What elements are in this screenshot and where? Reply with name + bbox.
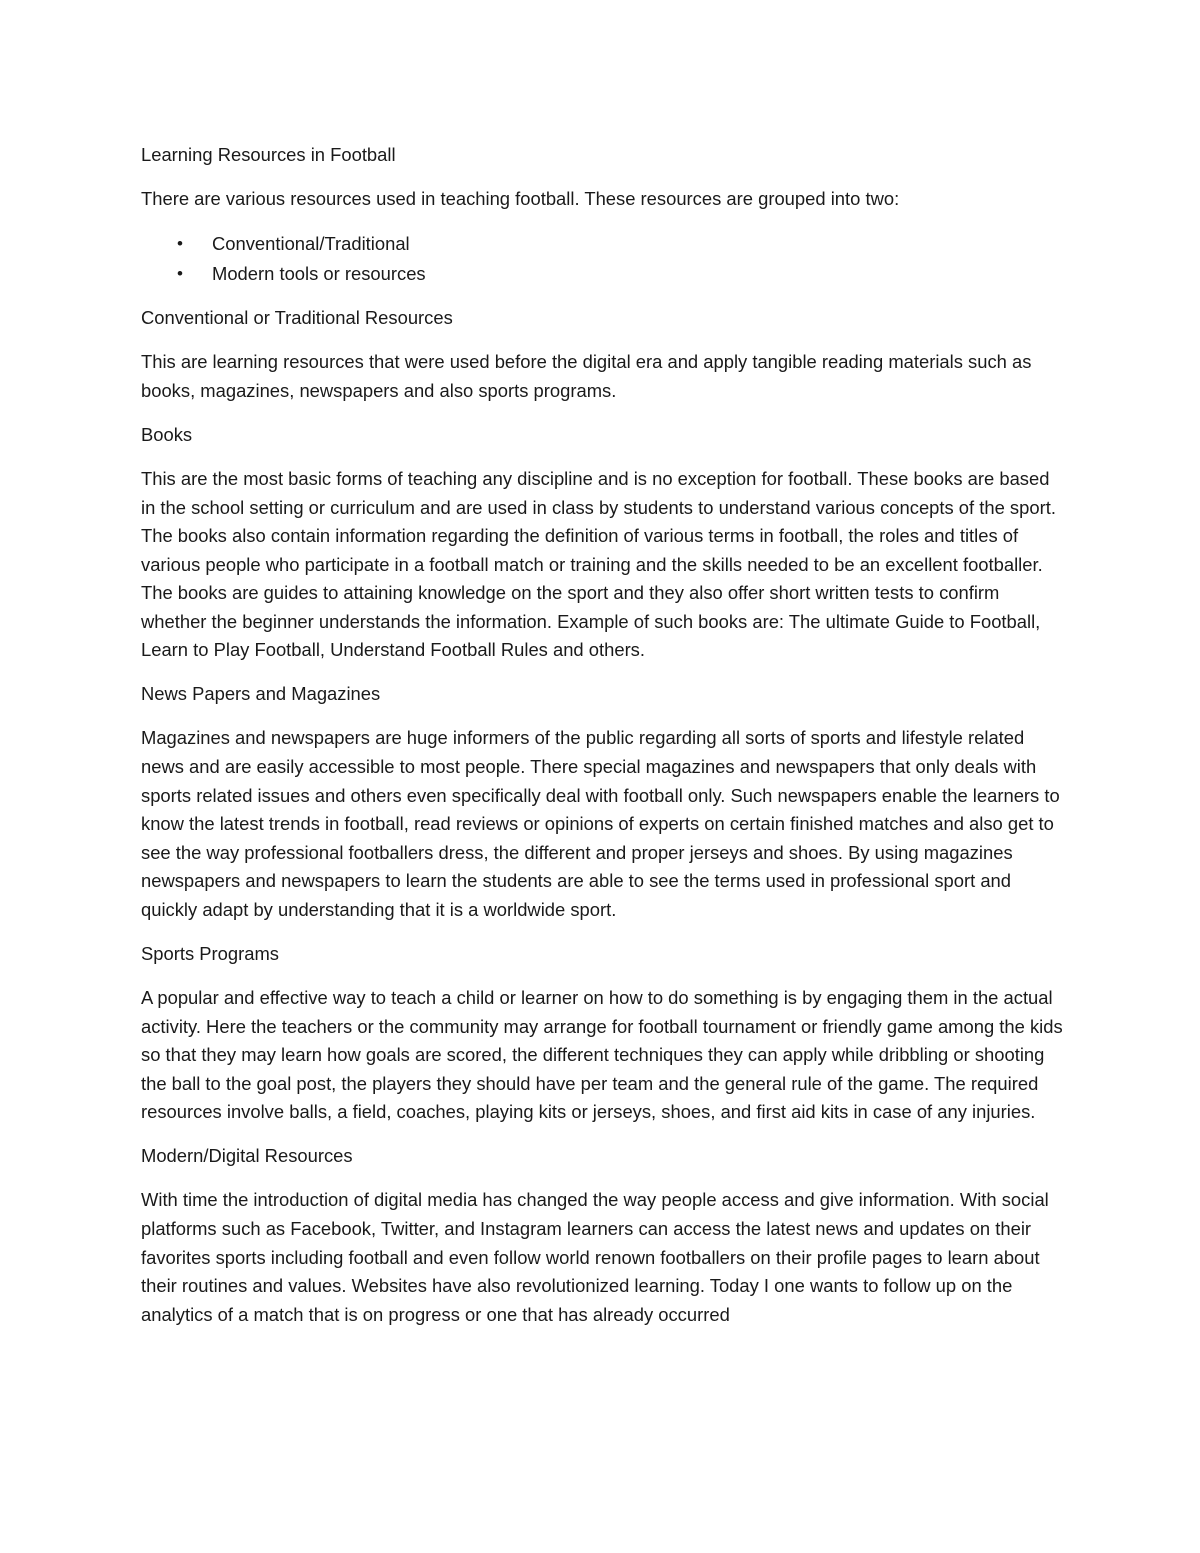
section-heading-books: Books [141, 423, 193, 445]
list-item-text: Modern tools or resources [212, 262, 426, 284]
section-body-sports-programs: A popular and effective way to teach a child or learner on how to do something is by engaging them in the actual activity. Here the teachers or the community may arrange for football tournament or friendly game among the kids so that they may learn how goals are scored, the different techniques they can apply while dribbling or shooting the ball to the goal post, the players they should have per team and the general rule of the game. The required resources involve balls, a field, coaches, playing kits or jerseys, shoes, and first aid kits in case of any injuries. [141, 986, 1063, 1123]
document-body [141, 141, 1063, 1345]
section-heading-conventional: Conventional or Traditional Resources [141, 307, 453, 329]
section-body-books: This are the most basic forms of teaching any discipline and is no exception for football. These books are based in the school setting or curriculum and are used in class by students to understand various concepts of the sport. The books also contain information regarding the definition of various terms in football, the roles and titles of various people who participate in a football match or training and the skills needed to be an excellent footballer. The books are guides to attaining knowledge on the sport and they also offer short written tests to confirm whether the beginner understands the information. Example of such books are: The ultimate Guide to Football, Learn to Play Football, Understand Football Rules and others. [141, 467, 1056, 661]
section-body-conventional: This are learning resources that were used before the digital era and apply tangible reading materials such as books, magazines, newspapers and also sports programs. [141, 351, 1032, 401]
list-item-text: Conventional/Traditional [212, 232, 410, 254]
section-heading-sports-programs: Sports Programs [141, 942, 279, 964]
section-body-modern-digital: With time the introduction of digital media has changed the way people access and give information. With social platforms such as Facebook, Twitter, and Instagram learners can access the latest news and updates on their favorites sports including football and even follow world renown footballers on their profile pages to learn about their routines and values. Websites have also revolutionized learning. Today I one wants to follow up on the analytics of a match that is on progress or one that has already occurred [141, 1189, 1049, 1325]
list-item [141, 259, 1063, 289]
bullet-icon: • [177, 263, 183, 283]
resource-type-list [141, 229, 1063, 289]
section-body-newspapers: Magazines and newspapers are huge informers of the public regarding all sorts of sports and lifestyle related news and are easily accessible to most people. There special magazines and newspapers that only deals with sports related issues and others even specifically deal with football only. Such newspapers enable the learners to know the latest trends in football, read reviews or opinions of experts on certain finished matches and also get to see the way professional footballers dress, the different and proper jerseys and shoes. By using magazines newspapers and newspapers to learn the students are able to see the terms used in professional sport and quickly adapt by understanding that it is a worldwide sport. [141, 727, 1060, 920]
intro-paragraph: There are various resources used in teaching football. These resources are grouped into two: [141, 187, 900, 209]
document-title: Learning Resources in Football [141, 144, 396, 165]
section-heading-newspapers: News Papers and Magazines [141, 683, 381, 705]
section-heading-modern-digital: Modern/Digital Resources [141, 1145, 353, 1167]
list-item [141, 229, 1063, 259]
bullet-icon: • [177, 233, 183, 253]
